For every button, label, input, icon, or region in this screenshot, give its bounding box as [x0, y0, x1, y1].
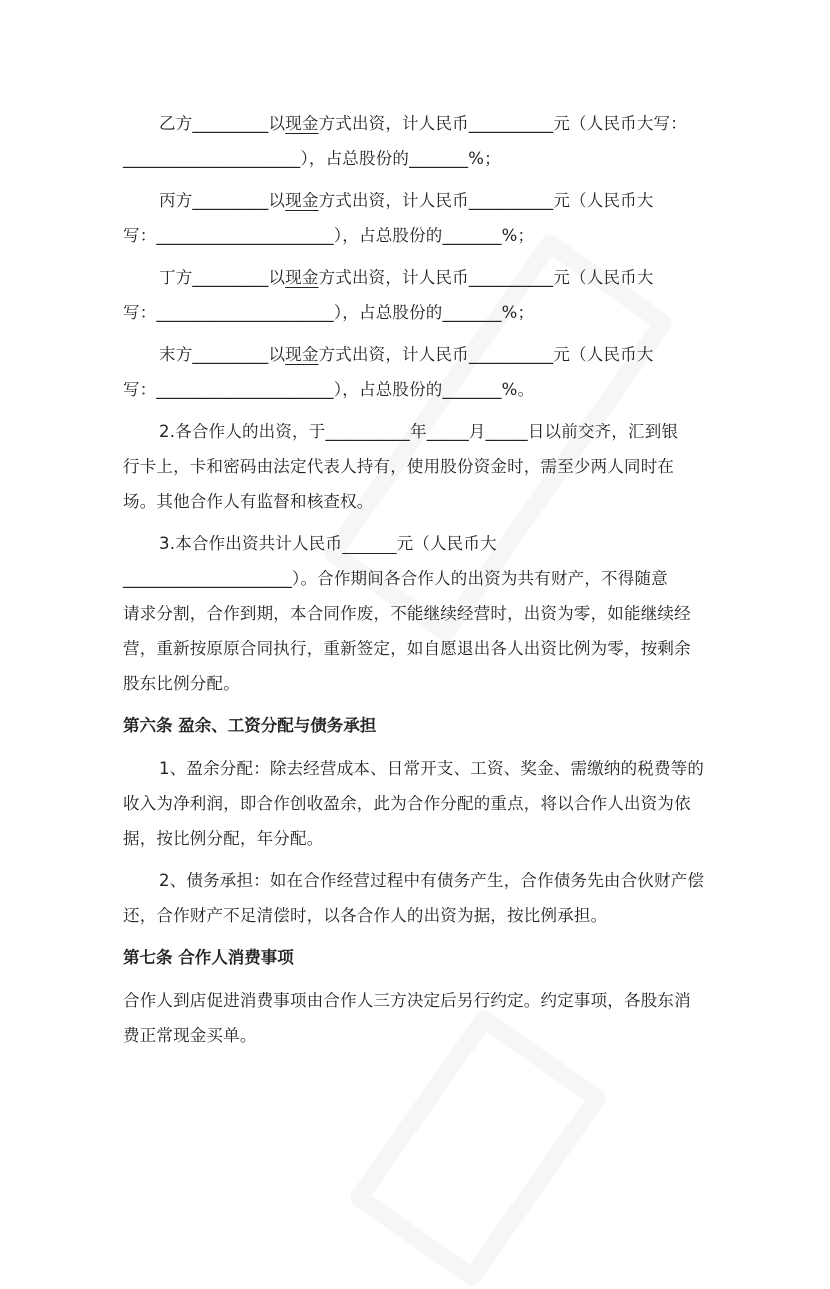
text-segment: 费正常现金买单。 — [123, 1026, 257, 1045]
text-segment: 2、债务承担：如在合作经营过程中有债务产生，合作债务先由合伙财产偿 — [159, 871, 705, 890]
text-line — [123, 141, 723, 176]
text-segment: 元（人民币大 — [396, 534, 497, 553]
text-line — [123, 295, 723, 330]
text-segment: 写：_____________________），占总股份的_______%； — [123, 303, 535, 322]
text-line — [123, 372, 723, 407]
underlined-text: 现金 — [285, 268, 319, 287]
text-segment: 写：_____________________），占总股份的_______%。 — [123, 380, 535, 399]
text-line — [123, 561, 723, 596]
paragraph — [123, 337, 723, 407]
text-line — [123, 484, 723, 519]
text-line — [123, 898, 723, 933]
text-segment: 方式出资，计人民币__________元（人民币大写： — [318, 114, 687, 133]
text-segment: 还，合作财产不足清偿时，以各合作人的出资为据，按比例承担。 — [123, 906, 608, 925]
text-segment: 据，按比例分配，年分配。 — [123, 829, 324, 848]
document-body — [123, 106, 723, 1060]
paragraph — [123, 260, 723, 330]
paragraph — [123, 983, 723, 1053]
text-line — [123, 414, 723, 449]
text-segment: 合作人到店促进消费事项由合作人三方决定后另行约定。约定事项，各股东消 — [123, 991, 691, 1010]
text-line — [123, 337, 723, 372]
text-segment: 2.各合作人的出资，于__________年_____月_____日以前交齐，汇到银 — [159, 422, 679, 441]
text-segment: _____________________），占总股份的_______%； — [123, 149, 501, 168]
paragraph — [123, 106, 723, 176]
section-heading: 第七条 合作人消费事项 — [123, 948, 294, 967]
text-line — [123, 666, 723, 701]
text-segment: 1、盈余分配：除去经营成本、日常开支、工资、奖金、需缴纳的税费等的 — [159, 759, 705, 778]
text-segment: ____________________）。合作期间各合作人的出资为共有财产，不得随意 — [123, 569, 668, 588]
paragraph — [123, 526, 723, 701]
text-segment: 股东比例分配。 — [123, 674, 240, 693]
text-segment: 行卡上，卡和密码由法定代表人持有，使用股份资金时，需至少两人同时在 — [123, 457, 675, 476]
text-line — [123, 218, 723, 253]
text-line — [123, 863, 723, 898]
text-line — [123, 596, 723, 631]
underlined-text: 现金 — [285, 191, 319, 210]
text-line — [123, 449, 723, 484]
text-segment: 场。其他合作人有监督和核查权。 — [123, 492, 374, 511]
underlined-text: 现金 — [285, 345, 319, 364]
underlined-text: 现金 — [285, 114, 319, 133]
text-segment: 方式出资，计人民币__________元（人民币大 — [318, 268, 654, 287]
section-heading: 第六条 盈余、工资分配与债务承担 — [123, 716, 377, 735]
text-line — [123, 1018, 723, 1053]
text-segment: 方式出资，计人民币__________元（人民币大 — [318, 345, 654, 364]
paragraph — [123, 863, 723, 933]
text-line — [123, 631, 723, 666]
text-line — [123, 260, 723, 295]
text-segment: 请求分割，合作到期，本合同作废，不能继续经营时，出资为零，如能继续经 — [123, 604, 691, 623]
paragraph — [123, 414, 723, 519]
text-line — [123, 183, 723, 218]
text-segment: 收入为净利润，即合作创收盈余，此为合作分配的重点，将以合作人出资为依 — [123, 794, 691, 813]
text-segment: 营，重新按原原合同执行，重新签定，如自愿退出各人出资比例为零，按剩余 — [123, 639, 691, 658]
text-segment: 3.本合作出资共计人民币 — [159, 534, 343, 553]
paragraph — [123, 183, 723, 253]
text-line — [123, 821, 723, 856]
text-line — [123, 526, 723, 561]
text-segment: 乙方_________以 — [159, 114, 286, 133]
text-segment: 写：_____________________），占总股份的_______%； — [123, 226, 535, 245]
text-line — [123, 786, 723, 821]
underlined-text — [342, 534, 396, 553]
text-segment: 丁方_________以 — [159, 268, 286, 287]
text-line — [123, 751, 723, 786]
text-segment: 末方_________以 — [159, 345, 286, 364]
paragraph — [123, 751, 723, 856]
text-segment: 方式出资，计人民币__________元（人民币大 — [318, 191, 654, 210]
text-line — [123, 983, 723, 1018]
text-line — [123, 106, 723, 141]
text-segment: 丙方_________以 — [159, 191, 286, 210]
